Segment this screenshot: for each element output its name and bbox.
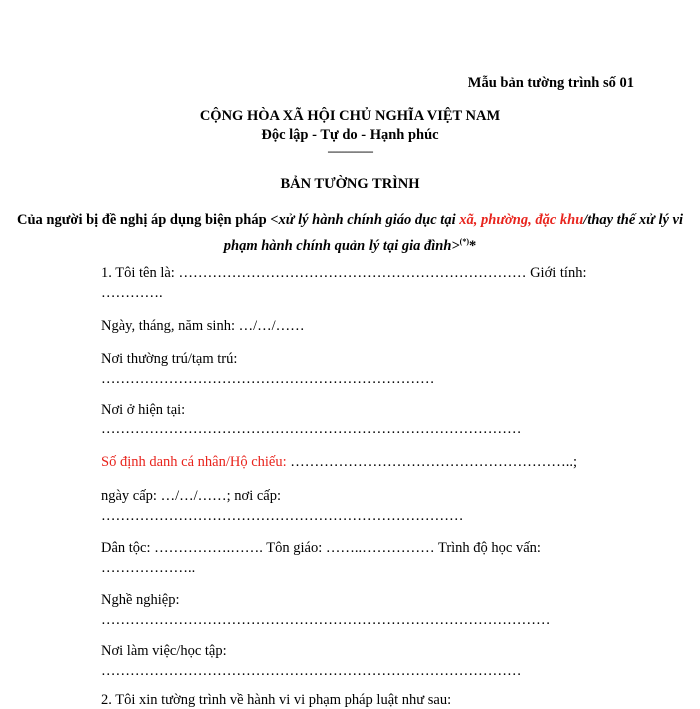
job-dots: ………………………………………………………………………………… xyxy=(101,612,551,628)
ethnic-line-continued: ……………….. xyxy=(101,560,196,576)
national-motto: Độc lập - Tự do - Hạnh phúc xyxy=(261,127,439,143)
issue-dots: ………………………………………………………………… xyxy=(101,508,464,524)
subtitle-lead: Của người bị đề nghị áp dụng biện pháp < xyxy=(16,212,279,228)
form-number: Mẫu bản tường trình số 01 xyxy=(467,75,634,91)
subtitle-note-mark: (*) xyxy=(459,237,469,246)
name-line: 1. Tôi tên là: ……………………………………………………………… Giới tính: xyxy=(101,265,587,281)
subtitle-italic-1: xử lý hành chính giáo dục tại xyxy=(278,212,460,228)
id-label: Số định danh cá nhân/Hộ chiếu: xyxy=(101,454,287,470)
work-label: Nơi làm việc/học tập: xyxy=(101,643,227,659)
id-dots: …………………………………………………..; xyxy=(286,454,578,470)
current-address-dots: …………………………………………………………………………… xyxy=(101,421,522,437)
work-dots: …………………………………………………………………………… xyxy=(101,663,522,679)
subtitle-red: xã, phường, đặc khu xyxy=(459,212,584,228)
subtitle-asterisk: * xyxy=(469,237,477,254)
id-line xyxy=(101,454,577,471)
job-label: Nghề nghiệp: xyxy=(101,592,180,608)
subtitle-italic-2: /thay thế xử lý vi phạm hành chính quản lý tại gia đình> xyxy=(223,212,683,254)
dob-line: Ngày, tháng, năm sinh: …/…/…… xyxy=(101,318,305,334)
document-subtitle xyxy=(0,210,700,257)
header-rule: --------------- xyxy=(327,144,373,158)
residence-label: Nơi thường trú/tạm trú: xyxy=(101,351,238,367)
residence-dots: …………………………………………………………… xyxy=(101,371,435,387)
document-title: BẢN TƯỜNG TRÌNH xyxy=(280,176,420,192)
national-title: CỘNG HÒA XÃ HỘI CHỦ NGHĨA VIỆT NAM xyxy=(199,108,501,124)
ethnic-line: Dân tộc: …………….……. Tôn giáo: ……..…………… Trình độ học vấn: xyxy=(101,540,541,556)
issue-label: ngày cấp: …/…/……; nơi cấp: xyxy=(101,488,282,504)
section-2-partial: 2. Tôi xin tường trình về hành vi vi phạm pháp luật như sau: xyxy=(101,692,452,708)
name-line-continued: …………. xyxy=(101,285,163,301)
current-address-label: Nơi ở hiện tại: xyxy=(101,402,186,418)
